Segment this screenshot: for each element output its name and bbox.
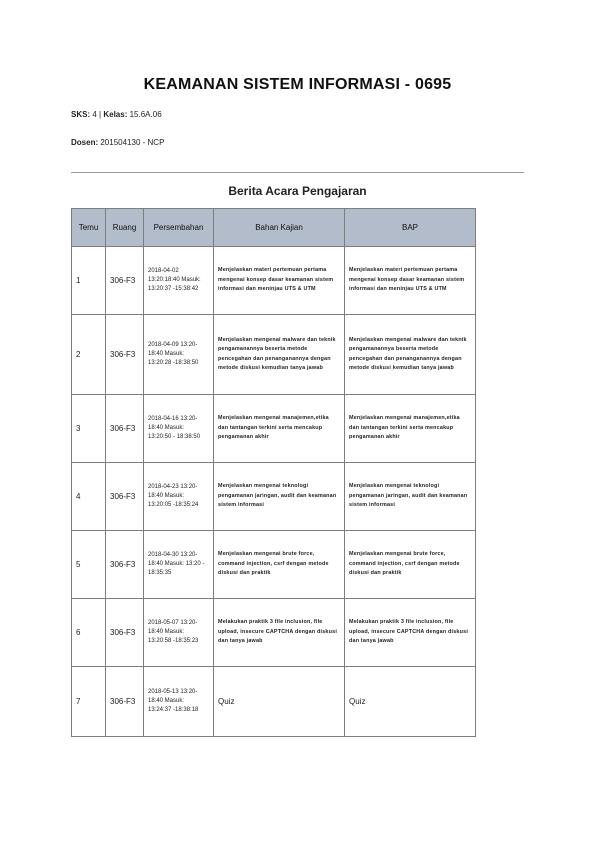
bahan-kajian-cell: Melakukan praktik 3 file inclusion, file upload, insecure CAPTCHA dengan diskusi dan tanya jawab <box>214 599 345 667</box>
bap-cell: Menjelaskan mengenai brute force, command injection, csrf dengan metode diskusi dan praktik <box>345 531 476 599</box>
table-row <box>72 315 476 395</box>
table-header-row <box>72 209 476 247</box>
bap-cell: Melakukan praktik 3 file inclusion, file upload, insecure CAPTCHA dengan diskusi dan tanya jawab <box>345 599 476 667</box>
ruang-cell: 306-F3 <box>106 315 144 395</box>
persembahan-cell: 2018-04-30 13:20-18:40 Masuk: 13:20 - 18:35:35 <box>144 531 214 599</box>
ruang-cell: 306-F3 <box>106 395 144 463</box>
temu-cell: 6 <box>72 599 106 667</box>
bahan-kajian-cell: Menjelaskan materi pertemuan pertama mengenai konsep dasar keamanan sistem informasi dan meninjau UTS & UTM <box>214 247 345 315</box>
column-header-ruang: Ruang <box>106 209 144 247</box>
persembahan-cell: 2018-05-13 13:20-18:40 Masuk: 13:24:37 -18:38:18 <box>144 667 214 737</box>
persembahan-cell: 2018-04-02 13:20:18:40 Masuk: 13:20:37 -15:38:42 <box>144 247 214 315</box>
meta-separator: | <box>99 110 102 119</box>
divider-line <box>71 172 524 173</box>
kelas-value: 15.6A.06 <box>129 110 162 119</box>
ruang-cell: 306-F3 <box>106 531 144 599</box>
temu-cell: 1 <box>72 247 106 315</box>
persembahan-cell: 2018-04-23 13:20-18:40 Masuk: 13:20:05 -18:35:24 <box>144 463 214 531</box>
table-row <box>72 247 476 315</box>
sks-label: SKS: <box>71 110 91 119</box>
dosen-label: Dosen: <box>71 138 99 147</box>
ruang-cell: 306-F3 <box>106 247 144 315</box>
teaching-report-table <box>71 208 476 737</box>
bap-cell: Quiz <box>345 667 476 737</box>
section-title: Berita Acara Pengajaran <box>228 184 367 198</box>
bahan-kajian-cell: Menjelaskan mengenai teknologi pengamanan jaringan, audit dan keamanan sistem informasi <box>214 463 345 531</box>
table-row <box>72 395 476 463</box>
ruang-cell: 306-F3 <box>106 599 144 667</box>
column-header-bahan-kajian: Bahan Kajian <box>214 209 345 247</box>
lecturer-meta-line <box>71 138 164 147</box>
persembahan-cell: 2018-04-16 13:20-18:40 Masuk: 13:20:50 - 18:38:50 <box>144 395 214 463</box>
sks-value: 4 <box>92 110 97 119</box>
course-meta-line <box>71 110 162 119</box>
bap-cell: Menjelaskan mengenai malware dan teknik pengamanannya beserta metode pencegahan dan penanganannya dengan metode diskusi kemudian tanya jawab <box>345 315 476 395</box>
table-row <box>72 599 476 667</box>
column-header-persembahan: Persembahan <box>144 209 214 247</box>
bap-cell: Menjelaskan mengenai teknologi pengamanan jaringan, audit dan keamanan sistem informasi <box>345 463 476 531</box>
ruang-cell: 306-F3 <box>106 463 144 531</box>
bahan-kajian-cell: Menjelaskan mengenai brute force, command injection, csrf dengan metode diskusi dan praktik <box>214 531 345 599</box>
bap-cell: Menjelaskan mengenai manajemen,etika dan tantangan terkini serta mencakup pengamanan akhir <box>345 395 476 463</box>
bahan-kajian-cell: Menjelaskan mengenai manajemen,etika dan tantangan terkini serta mencakup pengamanan akhir <box>214 395 345 463</box>
bahan-kajian-cell: Quiz <box>214 667 345 737</box>
bahan-kajian-cell: Menjelaskan mengenai malware dan teknik pengamanannya beserta metode pencegahan dan penanganannya dengan metode diskusi kemudian tanya jawab <box>214 315 345 395</box>
persembahan-cell: 2018-04-09 13:20-18:40 Masuk: 13:20:28 -18:38:50 <box>144 315 214 395</box>
kelas-label: Kelas: <box>103 110 128 119</box>
ruang-cell: 306-F3 <box>106 667 144 737</box>
temu-cell: 3 <box>72 395 106 463</box>
dosen-value: 201504130 - NCP <box>100 138 165 147</box>
table-row <box>72 463 476 531</box>
table-row <box>72 531 476 599</box>
column-header-temu: Temu <box>72 209 106 247</box>
temu-cell: 7 <box>72 667 106 737</box>
table-row <box>72 667 476 737</box>
persembahan-cell: 2018-05-07 13:20-18:40 Masuk: 13:20:58 -18:35:23 <box>144 599 214 667</box>
column-header-bap: BAP <box>345 209 476 247</box>
bap-cell: Menjelaskan materi pertemuan pertama mengenai konsep dasar keamanan sistem informasi dan meninjau UTS & UTM <box>345 247 476 315</box>
temu-cell: 4 <box>72 463 106 531</box>
document-title: KEAMANAN SISTEM INFORMASI - 0695 <box>143 76 452 93</box>
temu-cell: 5 <box>72 531 106 599</box>
temu-cell: 2 <box>72 315 106 395</box>
